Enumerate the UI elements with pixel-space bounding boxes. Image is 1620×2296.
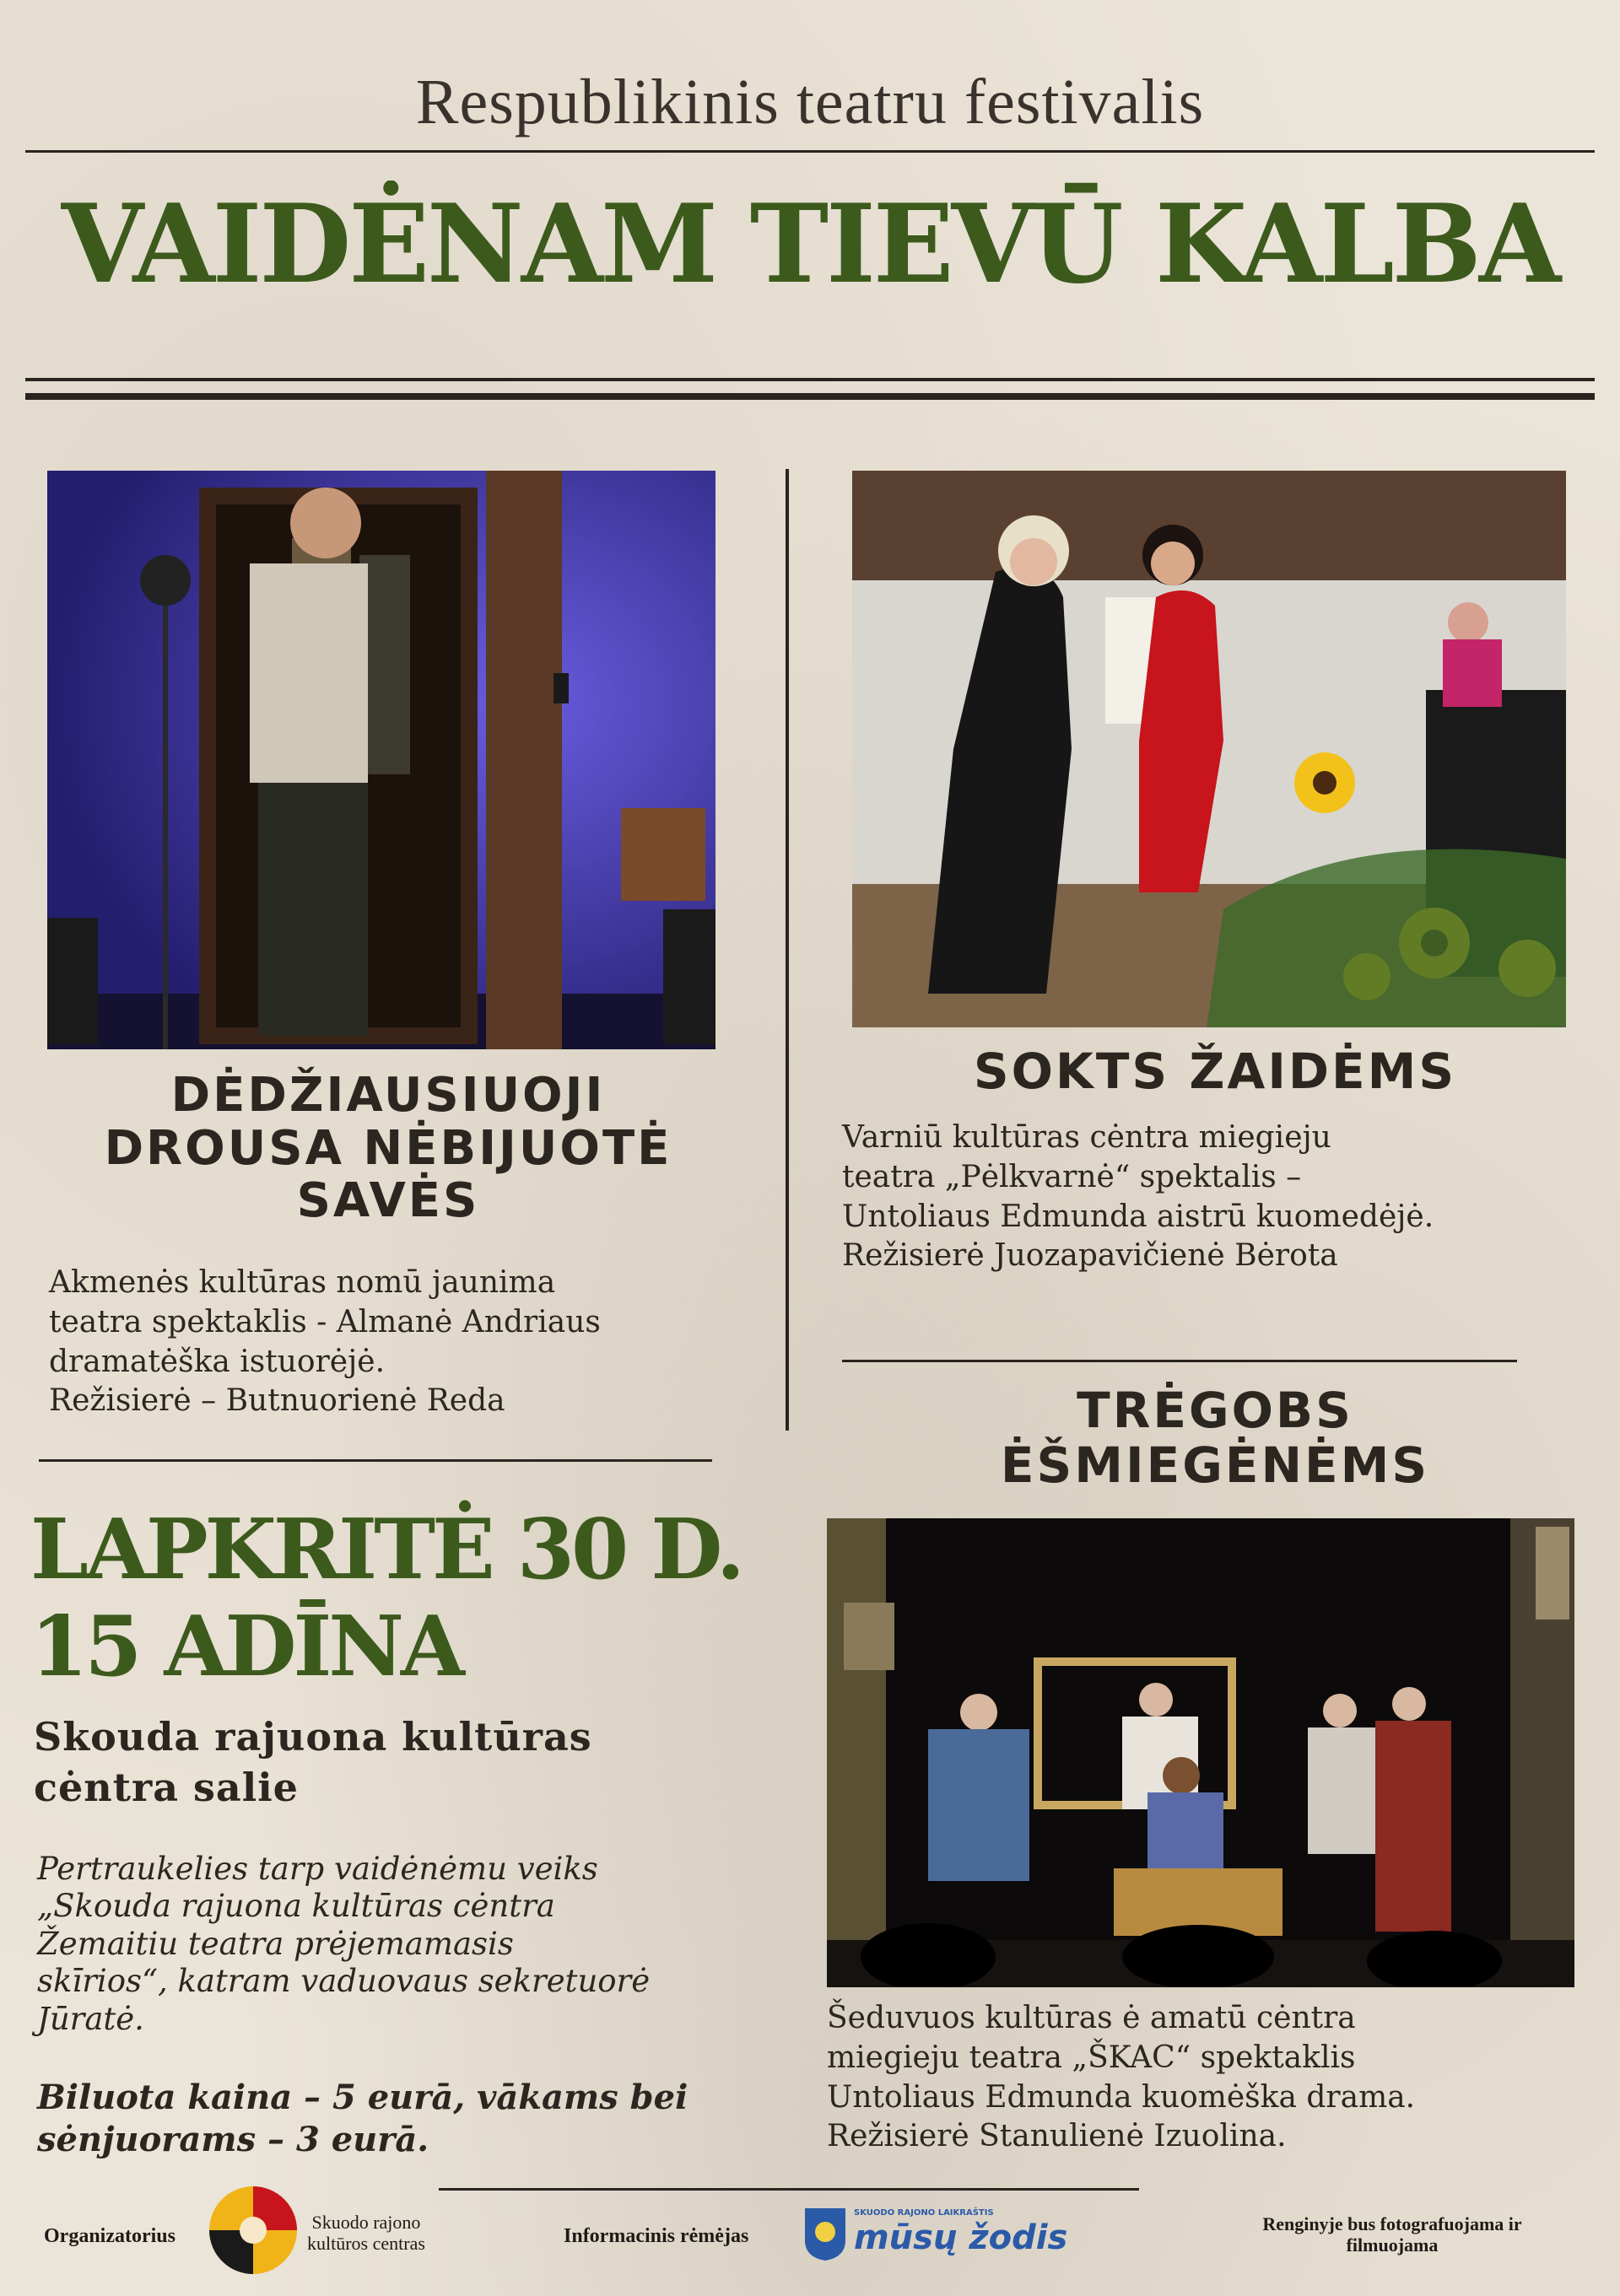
play-3-description bbox=[827, 1999, 1586, 2157]
play-1-desc-line: Akmenės kultūras nomū jaunima bbox=[49, 1265, 556, 1300]
ticket-price bbox=[37, 2077, 796, 2161]
newspaper-name: mūsų žodis bbox=[854, 2218, 1068, 2257]
play-3-desc-line: Untoliaus Edmunda kuomėška drama. bbox=[827, 2079, 1416, 2115]
organizer-name bbox=[307, 2212, 425, 2255]
play-photo-3 bbox=[827, 1518, 1574, 1987]
play-3-title-line: ĖŠMIEGĖNĖMS bbox=[1000, 1436, 1430, 1494]
venue-line: cėntra salie bbox=[34, 1764, 299, 1810]
play-photo-1 bbox=[47, 471, 716, 1049]
play-3-desc-line: miegieju teatra „ŠKAC“ spektaklis bbox=[827, 2040, 1356, 2075]
organizer-logo bbox=[208, 2185, 299, 2276]
right-column-rule bbox=[842, 1360, 1517, 1362]
festival-title: VAIDĖNAM TIEVŪ KALBA bbox=[61, 181, 1559, 308]
event-date: LAPKRITĖ 30 D. bbox=[30, 1501, 742, 1598]
play-1-description bbox=[49, 1264, 758, 1421]
left-column-rule bbox=[39, 1459, 712, 1462]
play-2-desc-line: Untoliaus Edmunda aistrū kuomedėjė. bbox=[842, 1199, 1434, 1234]
event-venue bbox=[34, 1712, 776, 1814]
play-3-title-line: TRĖGOBS bbox=[1077, 1382, 1353, 1439]
play-2-title bbox=[844, 1044, 1586, 1099]
media-sponsor-label: Informacinis rėmėjas bbox=[564, 2225, 749, 2247]
organizer-name-line: kultūros centras bbox=[307, 2233, 425, 2255]
play-1-title-line: SAVĖS bbox=[296, 1173, 480, 1229]
play-3-title bbox=[844, 1383, 1586, 1493]
filming-notice bbox=[1215, 2213, 1569, 2256]
play-1-title-line: DĖDŽIAUSIUOJI bbox=[170, 1068, 606, 1123]
organizer-label: Organizatorius bbox=[44, 2225, 176, 2247]
play-2-desc-line: Varniū kultūras cėntra miegieju bbox=[842, 1120, 1331, 1155]
play-1-desc-line: Režisierė – Butnuorienė Reda bbox=[49, 1383, 505, 1419]
footer-rule bbox=[439, 2188, 1139, 2191]
newspaper-tagline: SKUODO RAJONO LAIKRAŠTIS bbox=[854, 2208, 994, 2218]
festival-subtitle: Respublikinis teatru festivalis bbox=[415, 67, 1205, 137]
intermission-line: skīrios“, katram vaduovaus sekretuorė bbox=[37, 1963, 651, 2000]
price-line: sėnjuorams – 3 eurā. bbox=[37, 2120, 429, 2159]
venue-line: Skouda rajuona kultūras bbox=[34, 1714, 592, 1760]
play-photo-2 bbox=[852, 471, 1566, 1027]
play-3-desc-line: Režisierė Stanulienė Izuolina. bbox=[827, 2119, 1287, 2154]
organizer-name-line: Skuodo rajono bbox=[311, 2212, 421, 2233]
intermission-line: Žemaitiu teatra prėjemamasis bbox=[37, 1925, 514, 1962]
price-line: Biluota kaina – 5 eurā, vākams bei bbox=[37, 2078, 688, 2117]
play-2-description bbox=[842, 1118, 1601, 1276]
intermission-line: Jūratė. bbox=[37, 2000, 144, 2037]
intermission-line: „Skouda rajuona kultūras cėntra bbox=[37, 1888, 555, 1925]
play-2-desc-line: Režisierė Juozapavičienė Bėrota bbox=[842, 1238, 1338, 1274]
filming-notice-line: Renginyje bus fotografuojama ir bbox=[1262, 2213, 1522, 2234]
play-2-title-line: SOKTS ŽAIDĖMS bbox=[973, 1043, 1457, 1100]
play-2-desc-line: teatra „Pėlkvarnė“ spektalis – bbox=[842, 1159, 1302, 1194]
intermission-text bbox=[37, 1851, 796, 2038]
newspaper-crest-icon bbox=[803, 2207, 847, 2262]
filming-notice-line: filmuojama bbox=[1346, 2234, 1439, 2256]
header-rule-top bbox=[25, 150, 1595, 153]
intermission-line: Pertraukelies tarp vaidėnėmu veiks bbox=[37, 1851, 598, 1887]
play-1-title-line: DROUSA NĖBIJUOTĖ bbox=[104, 1120, 672, 1176]
header-rule-double-1 bbox=[25, 378, 1595, 381]
play-1-title bbox=[34, 1070, 742, 1228]
play-1-desc-line: dramatėška istuorėjė. bbox=[49, 1344, 386, 1379]
column-divider bbox=[786, 469, 789, 1431]
play-1-desc-line: teatra spektaklis - Almanė Andriaus bbox=[49, 1304, 601, 1339]
header-rule-double-2 bbox=[25, 393, 1595, 400]
event-time: 15 ADĪNA bbox=[30, 1598, 462, 1695]
play-3-desc-line: Šeduvuos kultūras ė amatū cėntra bbox=[827, 2001, 1356, 2035]
